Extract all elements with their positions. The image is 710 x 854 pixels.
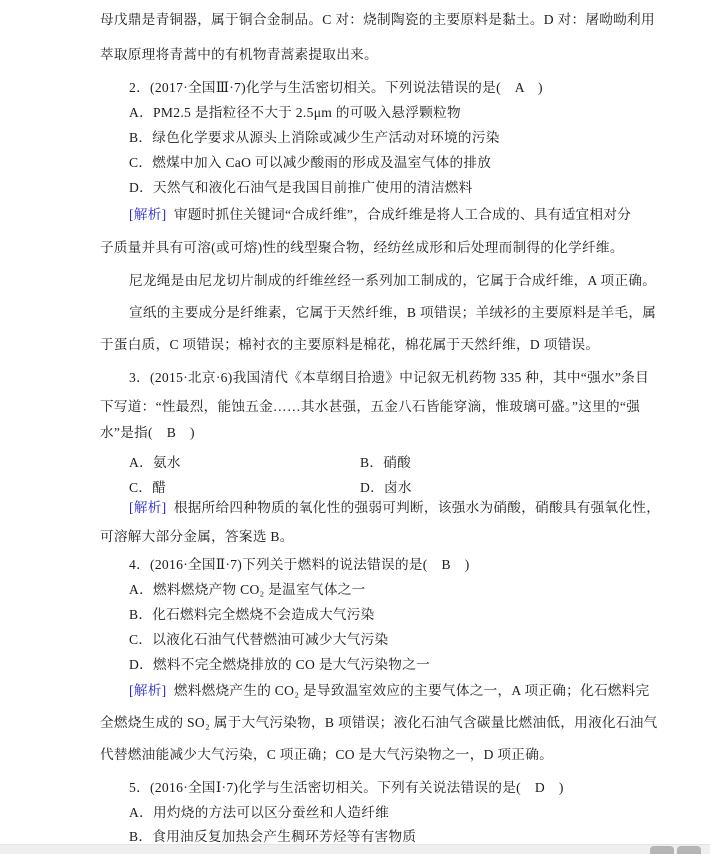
- option-item: B．硝酸: [360, 455, 412, 470]
- analysis-line: [解析] 根据所给四种物质的氧化性的强弱可判断，该强水为硝酸，硝酸具有强氧化性，: [129, 500, 661, 516]
- text-line: 代替燃油能减少大气污染，C 项正确；CO 是大气污染物之一，D 项正确。: [100, 747, 553, 763]
- analysis-label: [解析]: [129, 500, 167, 516]
- option-item: C．醋: [129, 480, 167, 495]
- text-line: 水”是指( B ): [100, 425, 195, 441]
- text-line: A．用灼烧的方法可以区分蚕丝和人造纤维: [129, 805, 390, 821]
- text-line: D．燃料不完全燃烧排放的 CO 是大气污染物之一: [129, 657, 430, 673]
- text-line: 于蛋白质，C 项错误；棉衬衣的主要原料是棉花，棉花属于天然纤维，D 项错误。: [100, 337, 600, 353]
- text-line: B．绿色化学要求从源头上消除或减少生产活动对环境的污染: [129, 130, 500, 146]
- text-line: B．食用油反复加热会产生稠环芳烃等有害物质: [129, 829, 417, 845]
- text-line: 母戊鼎是青铜器，属于铜合金制品。C 对：烧制陶瓷的主要原料是黏土。D 对：屠呦呦利用: [100, 12, 655, 28]
- scrollbar-button-icon[interactable]: [677, 846, 701, 854]
- analysis-line: [解析] 燃料燃烧产生的 CO₂ 是导致温室效应的主要气体之一，A 项正确；化石燃料完: [129, 683, 650, 699]
- text-line: C．以液化石油气代替燃油可减少大气污染: [129, 632, 389, 648]
- text-line: 3．(2015·北京·6)我国清代《本草纲目拾遗》中记叙无机药物 335 种，其中“强水”条目: [129, 370, 650, 386]
- text-line: 子质量并具有可溶(或可熔)性的线型聚合物，经纺丝成形和后处理而制得的化学纤维。: [100, 240, 624, 256]
- option-item: A．氨水: [129, 455, 181, 470]
- text-line: 可溶解大部分金属，答案选 B。: [100, 529, 294, 545]
- text-line: 尼龙绳是由尼龙切片制成的纤维丝经一系列加工制成的，它属于合成纤维，A 项正确。: [129, 273, 657, 289]
- text-line: 全燃烧生成的 SO₂ 属于大气污染物，B 项错误；液化石油气含碳量比燃油低，用液化石油气: [100, 715, 658, 731]
- text-line: B．化石燃料完全燃烧不会造成大气污染: [129, 607, 375, 623]
- text-line: 下写道：“性最烈，能蚀五金……其水甚强，五金八石皆能穿滴，惟玻璃可盛。”这里的“强: [100, 399, 641, 415]
- horizontal-scrollbar[interactable]: [0, 844, 710, 854]
- text-line: 萃取原理将青蒿中的有机物青蒿素提取出来。: [100, 47, 378, 63]
- text-line: C．燃煤中加入 CaO 可以减少酸雨的形成及温室气体的排放: [129, 155, 492, 171]
- analysis-label: [解析]: [129, 207, 167, 223]
- text-line: A．燃料燃烧产物 CO₂ 是温室气体之一: [129, 582, 366, 598]
- text-line: 2．(2017·全国Ⅲ·7)化学与生活密切相关。下列说法错误的是( A ): [129, 80, 543, 96]
- option-item: D．卤水: [360, 480, 412, 495]
- text-line: A．PM2.5 是指粒径不大于 2.5μm 的可吸入悬浮颗粒物: [129, 105, 461, 121]
- analysis-label: [解析]: [129, 683, 167, 699]
- text-line: 4．(2016·全国Ⅱ·7)下列关于燃料的说法错误的是( B ): [129, 557, 470, 573]
- text-line: 宣纸的主要成分是纤维素，它属于天然纤维，B 项错误；羊绒衫的主要原料是羊毛，属: [129, 305, 657, 321]
- text-line: D．天然气和液化石油气是我国目前推广使用的清洁燃料: [129, 180, 473, 196]
- scrollbar-button-icon[interactable]: [650, 846, 674, 854]
- analysis-line: [解析] 审题时抓住关键词“合成纤维”，合成纤维是将人工合成的、具有适宜相对分: [129, 207, 632, 223]
- text-line: 5．(2016·全国Ⅰ·7)化学与生活密切相关。下列有关说法错误的是( D ): [129, 780, 564, 796]
